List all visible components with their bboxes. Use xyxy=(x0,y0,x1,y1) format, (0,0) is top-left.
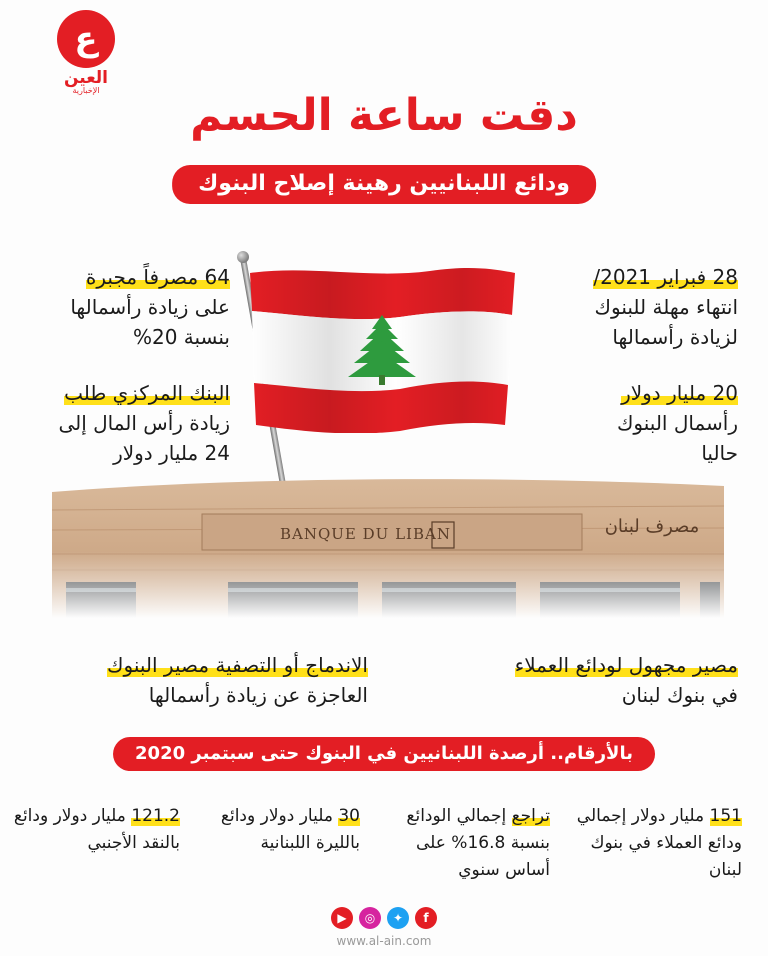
facebook-icon[interactable]: f xyxy=(415,907,437,929)
fact-deadline-highlight: 28 فبراير 2021/ xyxy=(593,265,738,289)
stat-total-deposits-highlight: 151 xyxy=(709,806,742,826)
website-url[interactable]: www.al-ain.com xyxy=(336,934,432,948)
fact-banks-required-line2: على زيادة رأسمالها xyxy=(70,295,230,319)
fact-deposits-fate-line2: في بنوك لبنان xyxy=(621,683,738,707)
stat-foreign-deposits-text: مليار دولار ودائع بالنقد الأجنبي xyxy=(13,806,180,853)
fact-capital-line3: حاليا xyxy=(701,441,738,465)
fact-banks-required-line3: بنسبة 20% xyxy=(132,325,230,349)
fact-deadline-line2: انتهاء مهلة للبنوك xyxy=(594,295,738,319)
fact-banks-required xyxy=(30,262,230,352)
fact-central-bank-line3: 24 مليار دولار xyxy=(113,441,230,465)
main-title: دقت ساعة الحسم xyxy=(190,90,578,141)
fact-deposits-fate-highlight: مصير مجهول لودائع العملاء xyxy=(514,653,738,677)
al-ain-logo[interactable] xyxy=(52,10,120,96)
banque-du-liban-building xyxy=(52,470,724,618)
fact-merger-highlight: الاندماج أو التصفية مصير البنوك xyxy=(107,653,368,677)
stat-decline-highlight: تراجع xyxy=(511,806,550,826)
stat-total-deposits-text: مليار دولار إجمالي ودائع العملاء في بنوك لبنان xyxy=(576,806,742,880)
flag-pole-finial xyxy=(237,251,249,263)
logo-glyph: ع xyxy=(74,19,98,59)
logo-name: العين xyxy=(63,68,109,88)
fact-deadline xyxy=(518,262,738,352)
instagram-icon[interactable]: ◎ xyxy=(359,907,381,929)
fact-deposits-fate xyxy=(438,650,738,710)
fact-capital-line2: رأسمال البنوك xyxy=(616,411,738,435)
numbers-banner: بالأرقام.. أرصدة اللبنانيين في البنوك حتى سبتمبر 2020 xyxy=(113,737,655,771)
fact-central-bank-highlight: البنك المركزي طلب xyxy=(64,381,230,405)
fact-deadline-line3: لزيادة رأسمالها xyxy=(612,325,738,349)
stat-decline-text: إجمالي الودائع بنسبة 16.8% على أساس سنوي xyxy=(406,806,550,880)
stat-total-deposits xyxy=(572,803,742,884)
social-links xyxy=(0,907,768,929)
stat-lira-deposits xyxy=(190,803,360,857)
stat-foreign-deposits-highlight: 121.2 xyxy=(131,806,180,826)
lebanese-flag-icon xyxy=(250,265,515,433)
twitter-icon[interactable]: ✦ xyxy=(387,907,409,929)
stat-decline xyxy=(380,803,550,884)
stat-foreign-deposits xyxy=(10,803,180,857)
fact-capital-highlight: 20 مليار دولار xyxy=(621,381,738,405)
fact-capital xyxy=(518,378,738,468)
logo-mark xyxy=(57,10,115,68)
subtitle-banner: ودائع اللبنانيين رهينة إصلاح البنوك xyxy=(172,165,596,204)
youtube-icon[interactable]: ▶ xyxy=(331,907,353,929)
fact-merger-line2: العاجزة عن زيادة رأسمالها xyxy=(148,683,368,707)
fact-banks-required-highlight: 64 مصرفاً مجبرة xyxy=(85,265,230,289)
fact-merger xyxy=(58,650,368,710)
logo-subtitle: الإخبارية xyxy=(72,86,100,95)
fact-central-bank-line2: زيادة رأس المال إلى xyxy=(58,411,230,435)
stat-lira-deposits-highlight: 30 xyxy=(338,806,360,826)
stat-lira-deposits-text: مليار دولار ودائع بالليرة اللبنانية xyxy=(220,806,360,853)
fact-central-bank xyxy=(30,378,230,468)
